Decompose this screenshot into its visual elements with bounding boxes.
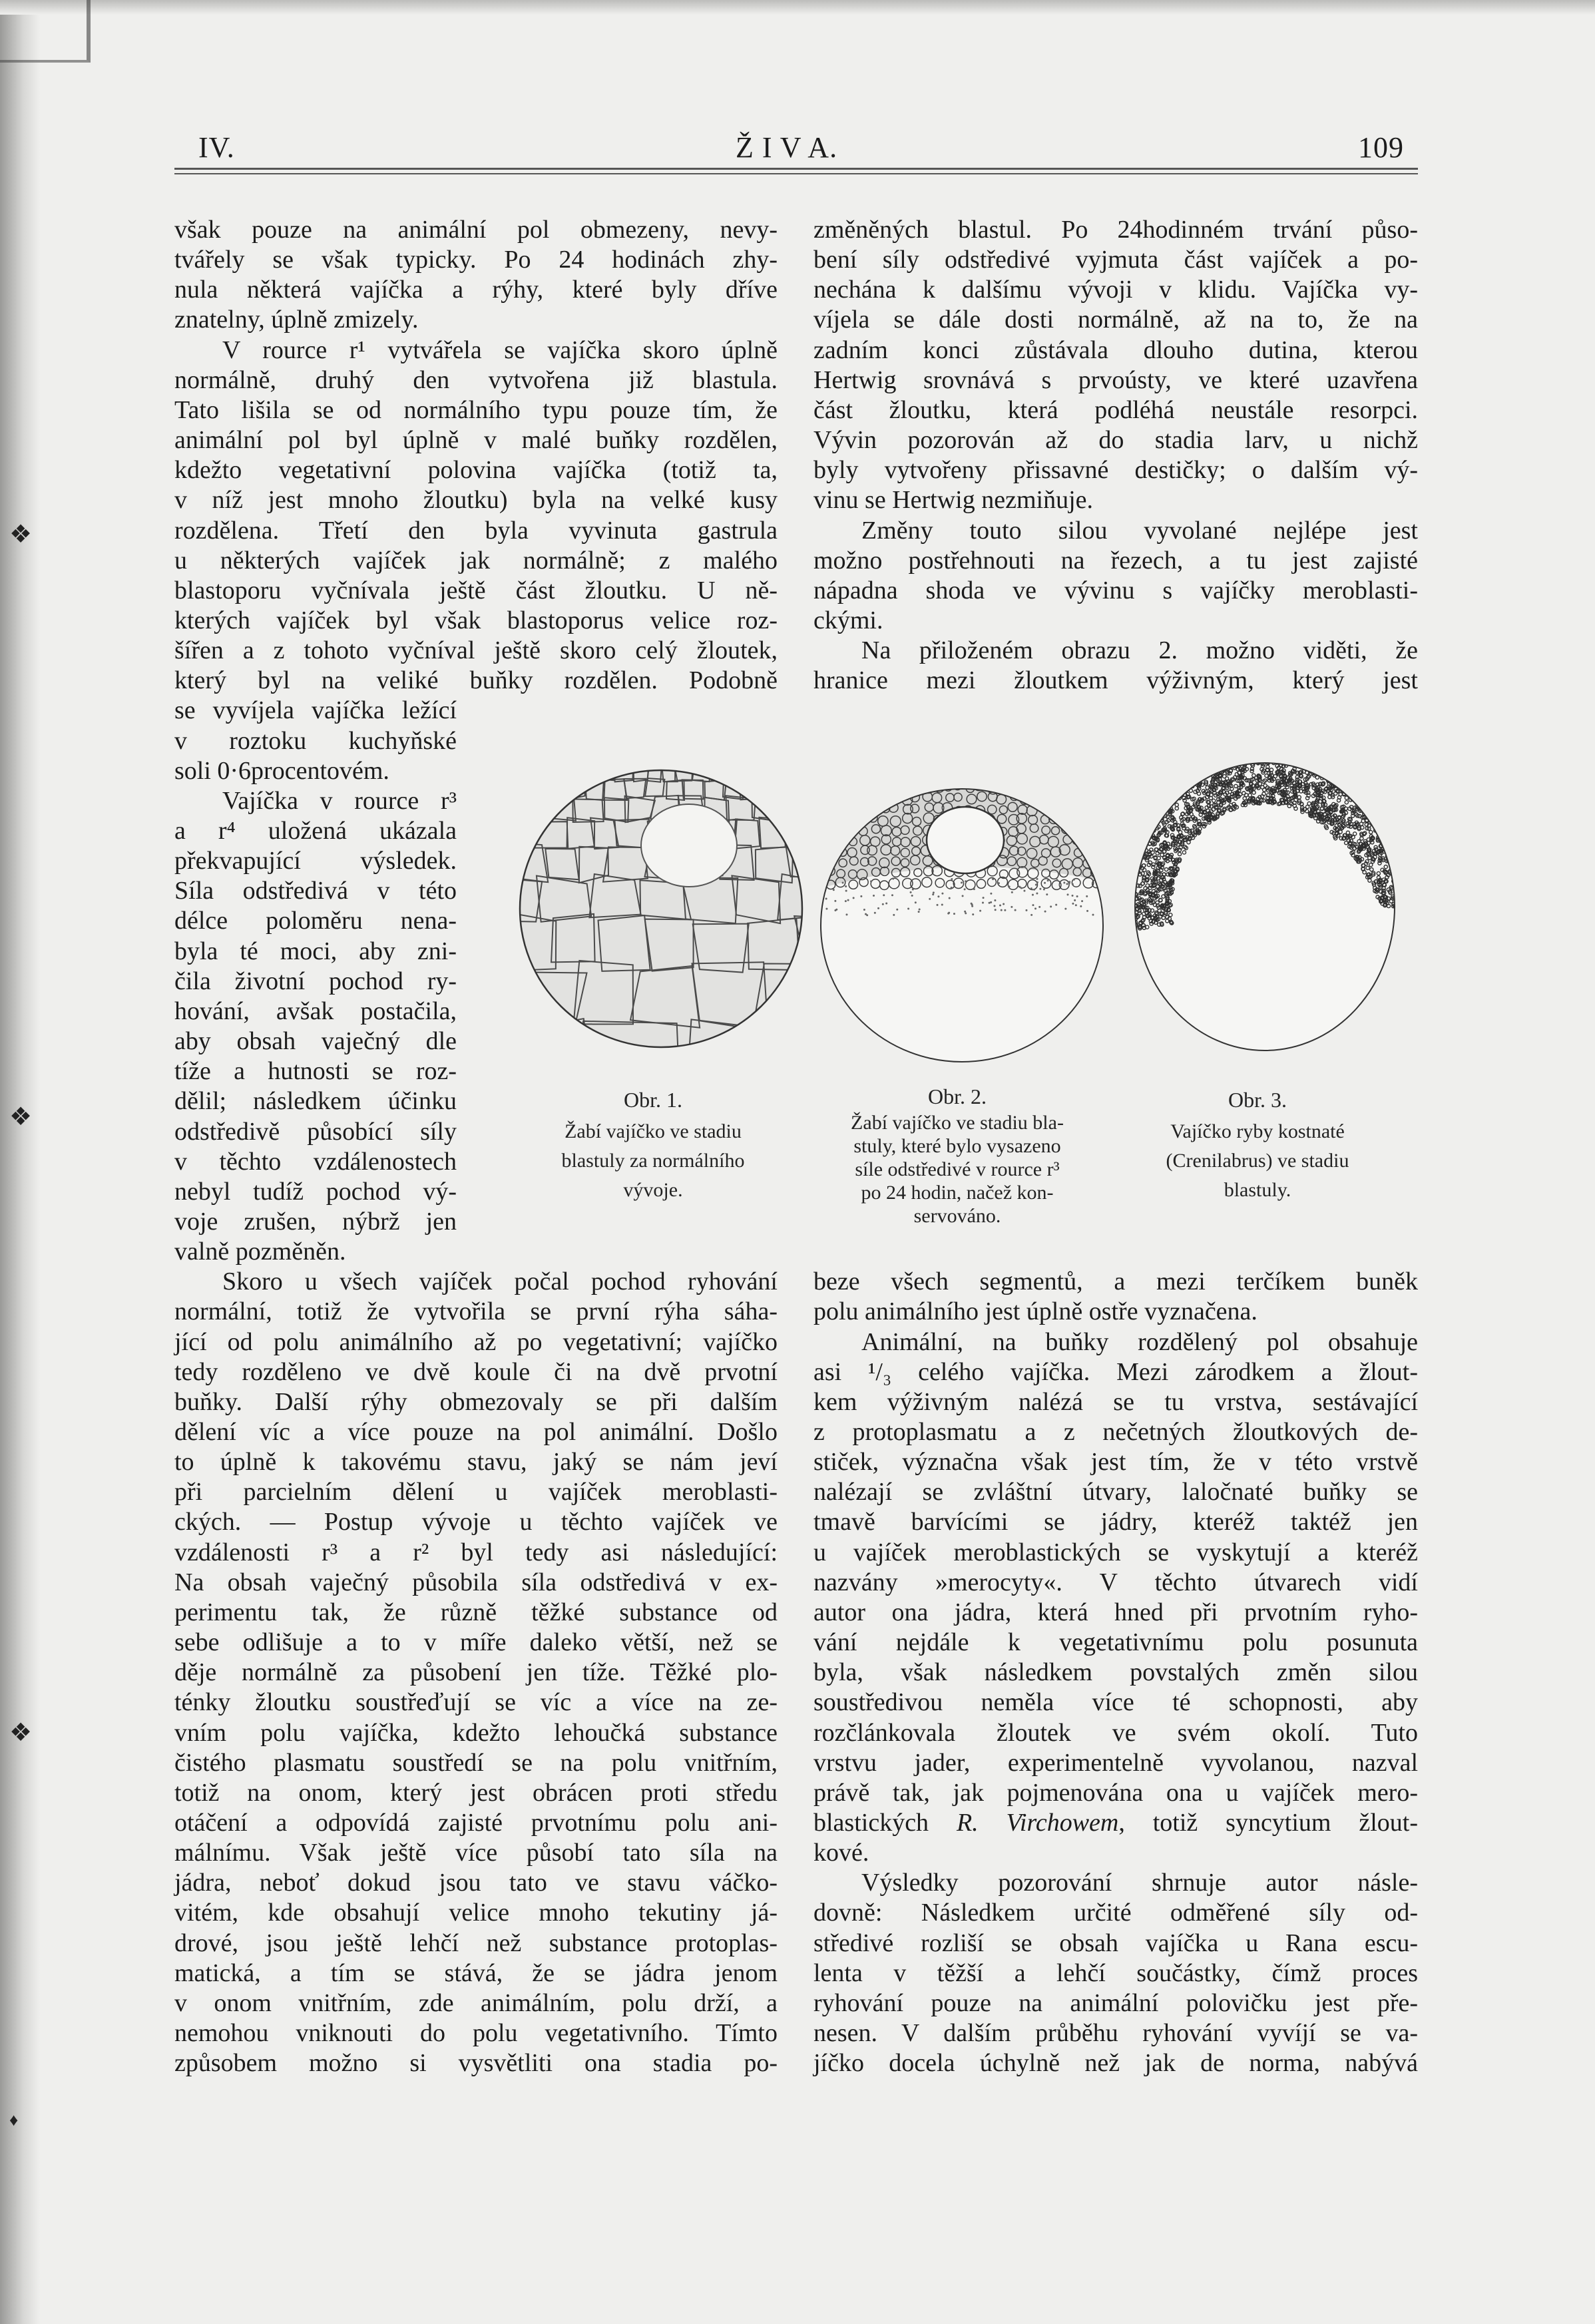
text-line: bení síly odstředivé vyjmuta část vajíček a po- xyxy=(813,246,1418,274)
text-line: Síla odstředivá v této xyxy=(174,877,457,905)
text-line: vním polu vajíčka, kdežto lehoučká substance xyxy=(174,1718,778,1747)
text-line: se vyvíjela vajíčka ležící xyxy=(174,696,457,725)
text-line: v níž jest mnoho žloutku) byla na velké kusy xyxy=(174,486,778,515)
text-line: polu animálního jest úplně ostře vyznačena. xyxy=(813,1297,1257,1326)
text-line: normální, totiž že vytvořila se první rýha sáha- xyxy=(174,1297,778,1326)
text-segment: , totiž syncytium žlout- xyxy=(1118,1808,1418,1837)
text-line: málnímu. Však ještě více působí tato síla na xyxy=(174,1839,778,1867)
figure-2-caption xyxy=(811,1085,1104,1228)
text-line: perimentu tak, že různě těžké substance od xyxy=(174,1598,778,1626)
text-line: nalézají se zvláštní útvary, laločnaté buňky se xyxy=(813,1478,1418,1507)
text-line: soustředivou neměla více té schopnosti, aby xyxy=(813,1688,1418,1717)
figure-1-frog-egg-blastula-drawing xyxy=(499,764,859,1105)
text-line: byla té moci, aby zni- xyxy=(174,937,457,965)
text-line: valně pozměněn. xyxy=(174,1238,346,1266)
text-line: děje normálně za působení jen tíže. Těžké plo- xyxy=(174,1658,778,1687)
text-line: tíže a hutnosti se roz- xyxy=(174,1057,457,1086)
margin-ornament-icon: ❖ xyxy=(9,521,33,549)
figure-3-label: Obr. 3. xyxy=(1228,1088,1287,1112)
text-line: jádra, neboť dokud jsou tato ve stavu váčko- xyxy=(174,1869,778,1897)
text-line: hování, avšak postačila, xyxy=(174,997,457,1025)
text-line: změněných blastul. Po 24hodinném trvání půso- xyxy=(813,216,1418,244)
text-line: stiček, význačna však jest tím, že v této vrstvě xyxy=(813,1448,1418,1477)
text-line: nazvány »merocyty«. V těchto útvarech vidí xyxy=(813,1568,1418,1596)
text-line: v onom vnitřním, zde animálním, polu drží, a xyxy=(174,1988,778,2017)
figure-2-label: Obr. 2. xyxy=(928,1084,987,1108)
text-line: ckými. xyxy=(813,606,883,634)
text-line: kdežto vegetativní polovina vajíčka (totiž ta, xyxy=(174,456,778,485)
text-line: z protoplasmatu a z nečetných žloutkových de- xyxy=(813,1418,1418,1446)
figure-2-centrifuged-egg-drawing xyxy=(815,781,1105,1062)
text-line: vrstvu jader, experimentelně vyvolanou, nazval xyxy=(813,1748,1418,1777)
caption-line: servováno. xyxy=(913,1205,1001,1227)
text-line: otáčení a odpovídá zajisté prvotnímu polu ani- xyxy=(174,1808,778,1837)
text-line: byly vytvořeny přissavné destičky; o dalším vý- xyxy=(813,456,1418,485)
caption-line: Žabí vajíčko ve stadiu bla- xyxy=(851,1112,1064,1134)
text-line: možno postřehnouti na řezech, a tu jest zajisté xyxy=(813,546,1418,575)
text-line: kem výživným nalézá se tu vrstva, sestávající xyxy=(813,1387,1418,1416)
text-line: Výsledky pozorování shrnuje autor násle- xyxy=(861,1869,1418,1897)
text-line: tmavě barvícími se jádry, kteréž taktéž jen xyxy=(813,1508,1418,1536)
text-line: Vývin pozorován až do stadia larv, u nichž xyxy=(813,426,1418,455)
text-line: kové. xyxy=(813,1839,869,1867)
text-line: v těchto vzdálenostech xyxy=(174,1147,457,1176)
text-line: to úplně k takovému stavu, jaký se nám jeví xyxy=(174,1448,778,1477)
text-line: právě tak, jak pojmenována ona u vajíček mero- xyxy=(813,1778,1418,1807)
text-line: však pouze na animální pol obmezeny, nevy- xyxy=(174,216,778,244)
text-line: víjela se dále dosti normálně, až na to, že na xyxy=(813,306,1418,334)
text-line: u vajíček meroblastických se vyskytují a kteréž xyxy=(813,1538,1418,1566)
text-line: Animální, na buňky rozdělený pol obsahuje xyxy=(861,1327,1418,1356)
caption-line: blastuly za normálního xyxy=(561,1150,745,1172)
text-line: tedy rozděleno ve dvě koule či na dvě prvotní xyxy=(174,1357,778,1386)
text-line: dělil; následkem účinku xyxy=(174,1087,457,1116)
text-line: vitém, kde obsahují velice mnoho tekutiny já- xyxy=(174,1899,778,1927)
text-line: a r⁴ uložená ukázala xyxy=(174,817,457,845)
text-line: šířen a z tohoto vyčníval ještě skoro celý žloutek, xyxy=(174,636,778,665)
text-line: normálně, druhý den vytvořena již blastula. xyxy=(174,365,778,394)
text-line: v roztoku kuchyňské xyxy=(174,726,457,755)
text-line: dělení víc a více pouze na pol animální. Došlo xyxy=(174,1418,778,1446)
text-line: nesen. V dalším průběhu ryhování vyvíjí se va- xyxy=(813,2019,1418,2047)
text-line: kterých vajíček byl však blastoporus velice roz- xyxy=(174,606,778,634)
text-line: jíčko docela úchylně než jak de norma, nabývá xyxy=(813,2049,1418,2078)
text-line: voje zrušen, nýbrž jen xyxy=(174,1207,457,1236)
text-line: dovně: Následkem určité odměřené síly od- xyxy=(813,1899,1418,1927)
text-line: při parcielním dělení u vajíček meroblasti- xyxy=(174,1478,778,1507)
text-line: matická, a tím se stává, že se jádra jenom xyxy=(174,1959,778,1987)
text-line: který byl na veliké buňky rozdělen. Podobně xyxy=(174,666,778,695)
margin-ornament-icon: ♦ xyxy=(9,2110,19,2130)
text-line: ckých. — Postup vývoje u těchto vajíček ve xyxy=(174,1508,778,1536)
caption-line: síle odstředivé v rource r³ xyxy=(855,1158,1060,1180)
text-line: způsobem možno si vysvětliti ona stadia po- xyxy=(174,2049,778,2078)
text-line: hranice mezi žloutkem výživným, který jest xyxy=(813,666,1418,695)
header-page-number: 109 xyxy=(1358,131,1404,164)
text-line: soli 0·6procentovém. xyxy=(174,756,389,785)
text-line: vinu se Hertwig nezmiňuje. xyxy=(813,486,1094,515)
header-volume: IV. xyxy=(198,131,235,164)
figure-1-label: Obr. 1. xyxy=(624,1088,682,1112)
text-line: ryhování pouze na animální polovičku jest pře- xyxy=(813,1988,1418,2017)
margin-ornament-icon: ❖ xyxy=(9,1103,33,1131)
caption-line: po 24 hodin, načež kon- xyxy=(861,1182,1054,1204)
text-line: autor ona jádra, která hned při prvotním ryho- xyxy=(813,1598,1418,1626)
text-line: u některých vajíček jak normálně; z malého xyxy=(174,546,778,575)
text-line: čila životní pochod ry- xyxy=(174,967,457,995)
text-line: nula některá vajíčka a rýhy, které byly dříve xyxy=(174,276,778,304)
text-line: buňky. Další rýhy obmezovaly se při dalším xyxy=(174,1387,778,1416)
text-line: Na obsah vaječný působila síla odstředivá v ex- xyxy=(174,1568,778,1596)
text-line: nebyl tudíž pochod vý- xyxy=(174,1177,457,1206)
text-line: Tato lišila se od normálního typu pouze tím, že xyxy=(174,395,778,424)
figure-3-caption xyxy=(1128,1085,1387,1205)
figure-3-fish-egg-drawing xyxy=(1131,760,1399,1050)
text-line: ténky žloutku soustřeďují se víc a více na ze- xyxy=(174,1688,778,1717)
text-line: totiž na onom, který jest obrácen proti středu xyxy=(174,1778,778,1807)
text-line: nápadna shoda ve vývinu s vajíčky meroblasti- xyxy=(813,576,1418,604)
text-line: čistého plasmatu soustředí se na polu vnitřním, xyxy=(174,1748,778,1777)
text-line: asi ¹/₃ celého vajíčka. Mezi zárodkem a žlout- xyxy=(813,1357,1418,1386)
text-line: beze všech segmentů, a mezi terčíkem buněk xyxy=(813,1268,1418,1296)
text-line: nemohou vniknouti do polu vegetativního. Tímto xyxy=(174,2019,778,2047)
text-segment: blastických xyxy=(813,1808,957,1837)
italic-name: R. Virchowem xyxy=(956,1808,1119,1837)
text-line: rozdělena. Třetí den byla vyvinuta gastrula xyxy=(174,516,778,545)
text-line: vzdálenosti r³ a r² byl tedy asi následující: xyxy=(174,1538,778,1566)
text-line: nechána k dalšímu vývoji v klidu. Vajíčka vy- xyxy=(813,276,1418,304)
text-line: vání nejdále k vegetativnímu polu posunuta xyxy=(813,1628,1418,1657)
text-line: Skoro u všech vajíček počal pochod ryhování xyxy=(222,1268,778,1296)
text-line: V rource r¹ vytvářela se vajíčka skoro úplně xyxy=(222,336,778,364)
text-line: délce poloměru nena- xyxy=(174,907,457,935)
text-line: tvářely se však typicky. Po 24 hodinách zhy- xyxy=(174,246,778,274)
figure-1-caption xyxy=(523,1085,783,1205)
text-line: aby obsah vaječný dle xyxy=(174,1027,457,1056)
caption-line: Žabí vajíčko ve stadiu xyxy=(565,1120,742,1142)
caption-line: vývoje. xyxy=(623,1179,683,1201)
text-line: Vajíčka v rource r³ xyxy=(222,786,457,815)
text-line: lenta v těžší a lehčí součástky, čímž proces xyxy=(813,1959,1418,1987)
header-journal-title: Ž I V A. xyxy=(736,131,838,164)
text-line: část žloutku, která podléhá neustále resorpci. xyxy=(813,395,1418,424)
text-line: jící od polu animálního až po vegetativní; vajíčko xyxy=(174,1327,778,1356)
text-line: odstředivě působící síly xyxy=(174,1117,457,1146)
text-line: zadním konci zůstávala dlouho dutina, kterou xyxy=(813,336,1418,364)
caption-line: (Crenilabrus) ve stadiu xyxy=(1166,1150,1349,1172)
text-line: animální pol byl úplně v malé buňky rozdělen, xyxy=(174,426,778,455)
text-line: Změny touto silou vyvolané nejlépe jest xyxy=(861,516,1418,545)
text-line: Na přiloženém obrazu 2. možno viděti, že xyxy=(861,636,1418,665)
caption-line: Vajíčko ryby kostnaté xyxy=(1170,1120,1345,1142)
margin-ornament-icon: ❖ xyxy=(9,1719,33,1747)
caption-line: blastuly. xyxy=(1224,1179,1291,1201)
text-line: drové, jsou ještě lehčí než substance protoplas- xyxy=(174,1929,778,1957)
text-line: znatelny, úplně zmizely. xyxy=(174,306,419,334)
text-line: středivé rozliší se obsah vajíčka u Rana escu- xyxy=(813,1929,1418,1957)
caption-line: stuly, které bylo vysazeno xyxy=(853,1135,1061,1157)
text-line: blastoporu vyčnívala ještě část žloutku. U ně- xyxy=(174,576,778,604)
text-line: Hertwig srovnává s prvoústy, ve které uzavřena xyxy=(813,365,1418,394)
text-line: byla, však následkem povstalých změn silou xyxy=(813,1658,1418,1687)
text-line: sebe odlišuje a to v míře daleko větší, než se xyxy=(174,1628,778,1657)
text-line: rozčlánkovala žloutek ve svém okolí. Tuto xyxy=(813,1718,1418,1747)
text-line: překvapující výsledek. xyxy=(174,847,457,875)
